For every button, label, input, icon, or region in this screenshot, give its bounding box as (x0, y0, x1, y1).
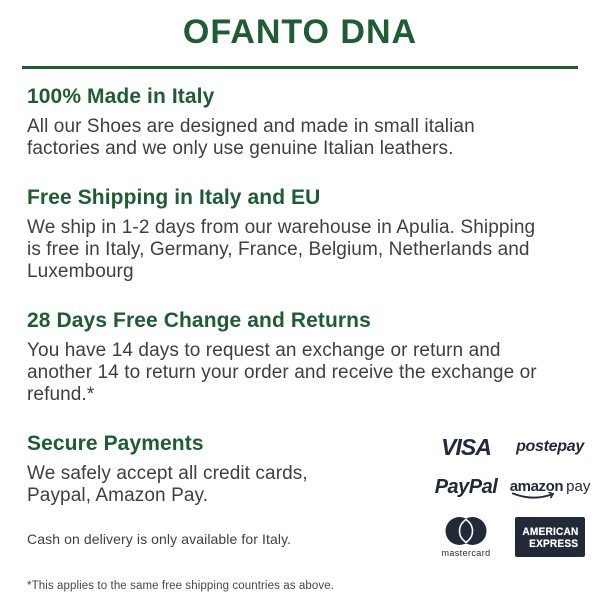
amazon-pay-logo-amazon: amazon (509, 478, 564, 495)
free-shipping-heading: Free Shipping in Italy and EU (27, 186, 321, 209)
paypal-logo (435, 476, 498, 499)
postepay-logo-poste: poste (516, 438, 558, 455)
section-secure-payments (27, 406, 591, 560)
section-free-shipping (27, 186, 575, 283)
section-returns (27, 309, 575, 406)
amex-logo-line2: EXPRESS (529, 538, 579, 550)
postepay-logo-pay: pay (557, 438, 584, 455)
page (0, 12, 600, 600)
mastercard-logo (441, 516, 490, 558)
mastercard-circles-icon (443, 516, 489, 548)
made-in-italy-heading: 100% Made in Italy (27, 85, 215, 108)
content (0, 85, 600, 592)
section-made-in-italy (27, 85, 575, 160)
free-shipping-body: We ship in 1-2 days from our warehouse in Apulia. Shipping is free in Italy, Germany, France, Belgium, Netherlands and Luxembourg (27, 217, 536, 282)
returns-heading: 28 Days Free Change and Returns (27, 309, 371, 332)
page-title: OFANTO DNA (182, 13, 418, 51)
returns-body: You have 14 days to request an exchange or return and another 14 to return your order and receive the exchange or refund.* (27, 340, 537, 405)
title-divider (22, 66, 578, 69)
amazon-smile-icon (511, 492, 557, 502)
amazon-pay-logo (510, 478, 591, 496)
made-in-italy-body: All our Shoes are designed and made in small italian factories and we only use genuine Italian leathers. (27, 116, 475, 159)
mastercard-logo-text: mastercard (441, 548, 491, 558)
secure-payments-text-column (27, 406, 427, 560)
footnote: *This applies to the same free shipping countries as above. (27, 580, 334, 592)
cash-on-delivery-note: Cash on delivery is only available for Italy. (27, 531, 292, 547)
secure-payments-body: We safely accept all credit cards, Paypal, Amazon Pay. (27, 463, 308, 506)
paypal-logo-text: PayPal (434, 475, 498, 498)
visa-logo (441, 434, 491, 461)
amazon-pay-logo-pay: pay (566, 478, 591, 495)
amex-logo-line1: AMERICAN (521, 526, 579, 538)
visa-logo-text: VISA (441, 433, 491, 460)
american-express-logo (515, 517, 585, 557)
postepay-logo (516, 438, 584, 456)
payment-logos-grid (427, 434, 589, 560)
secure-payments-heading: Secure Payments (27, 432, 204, 455)
